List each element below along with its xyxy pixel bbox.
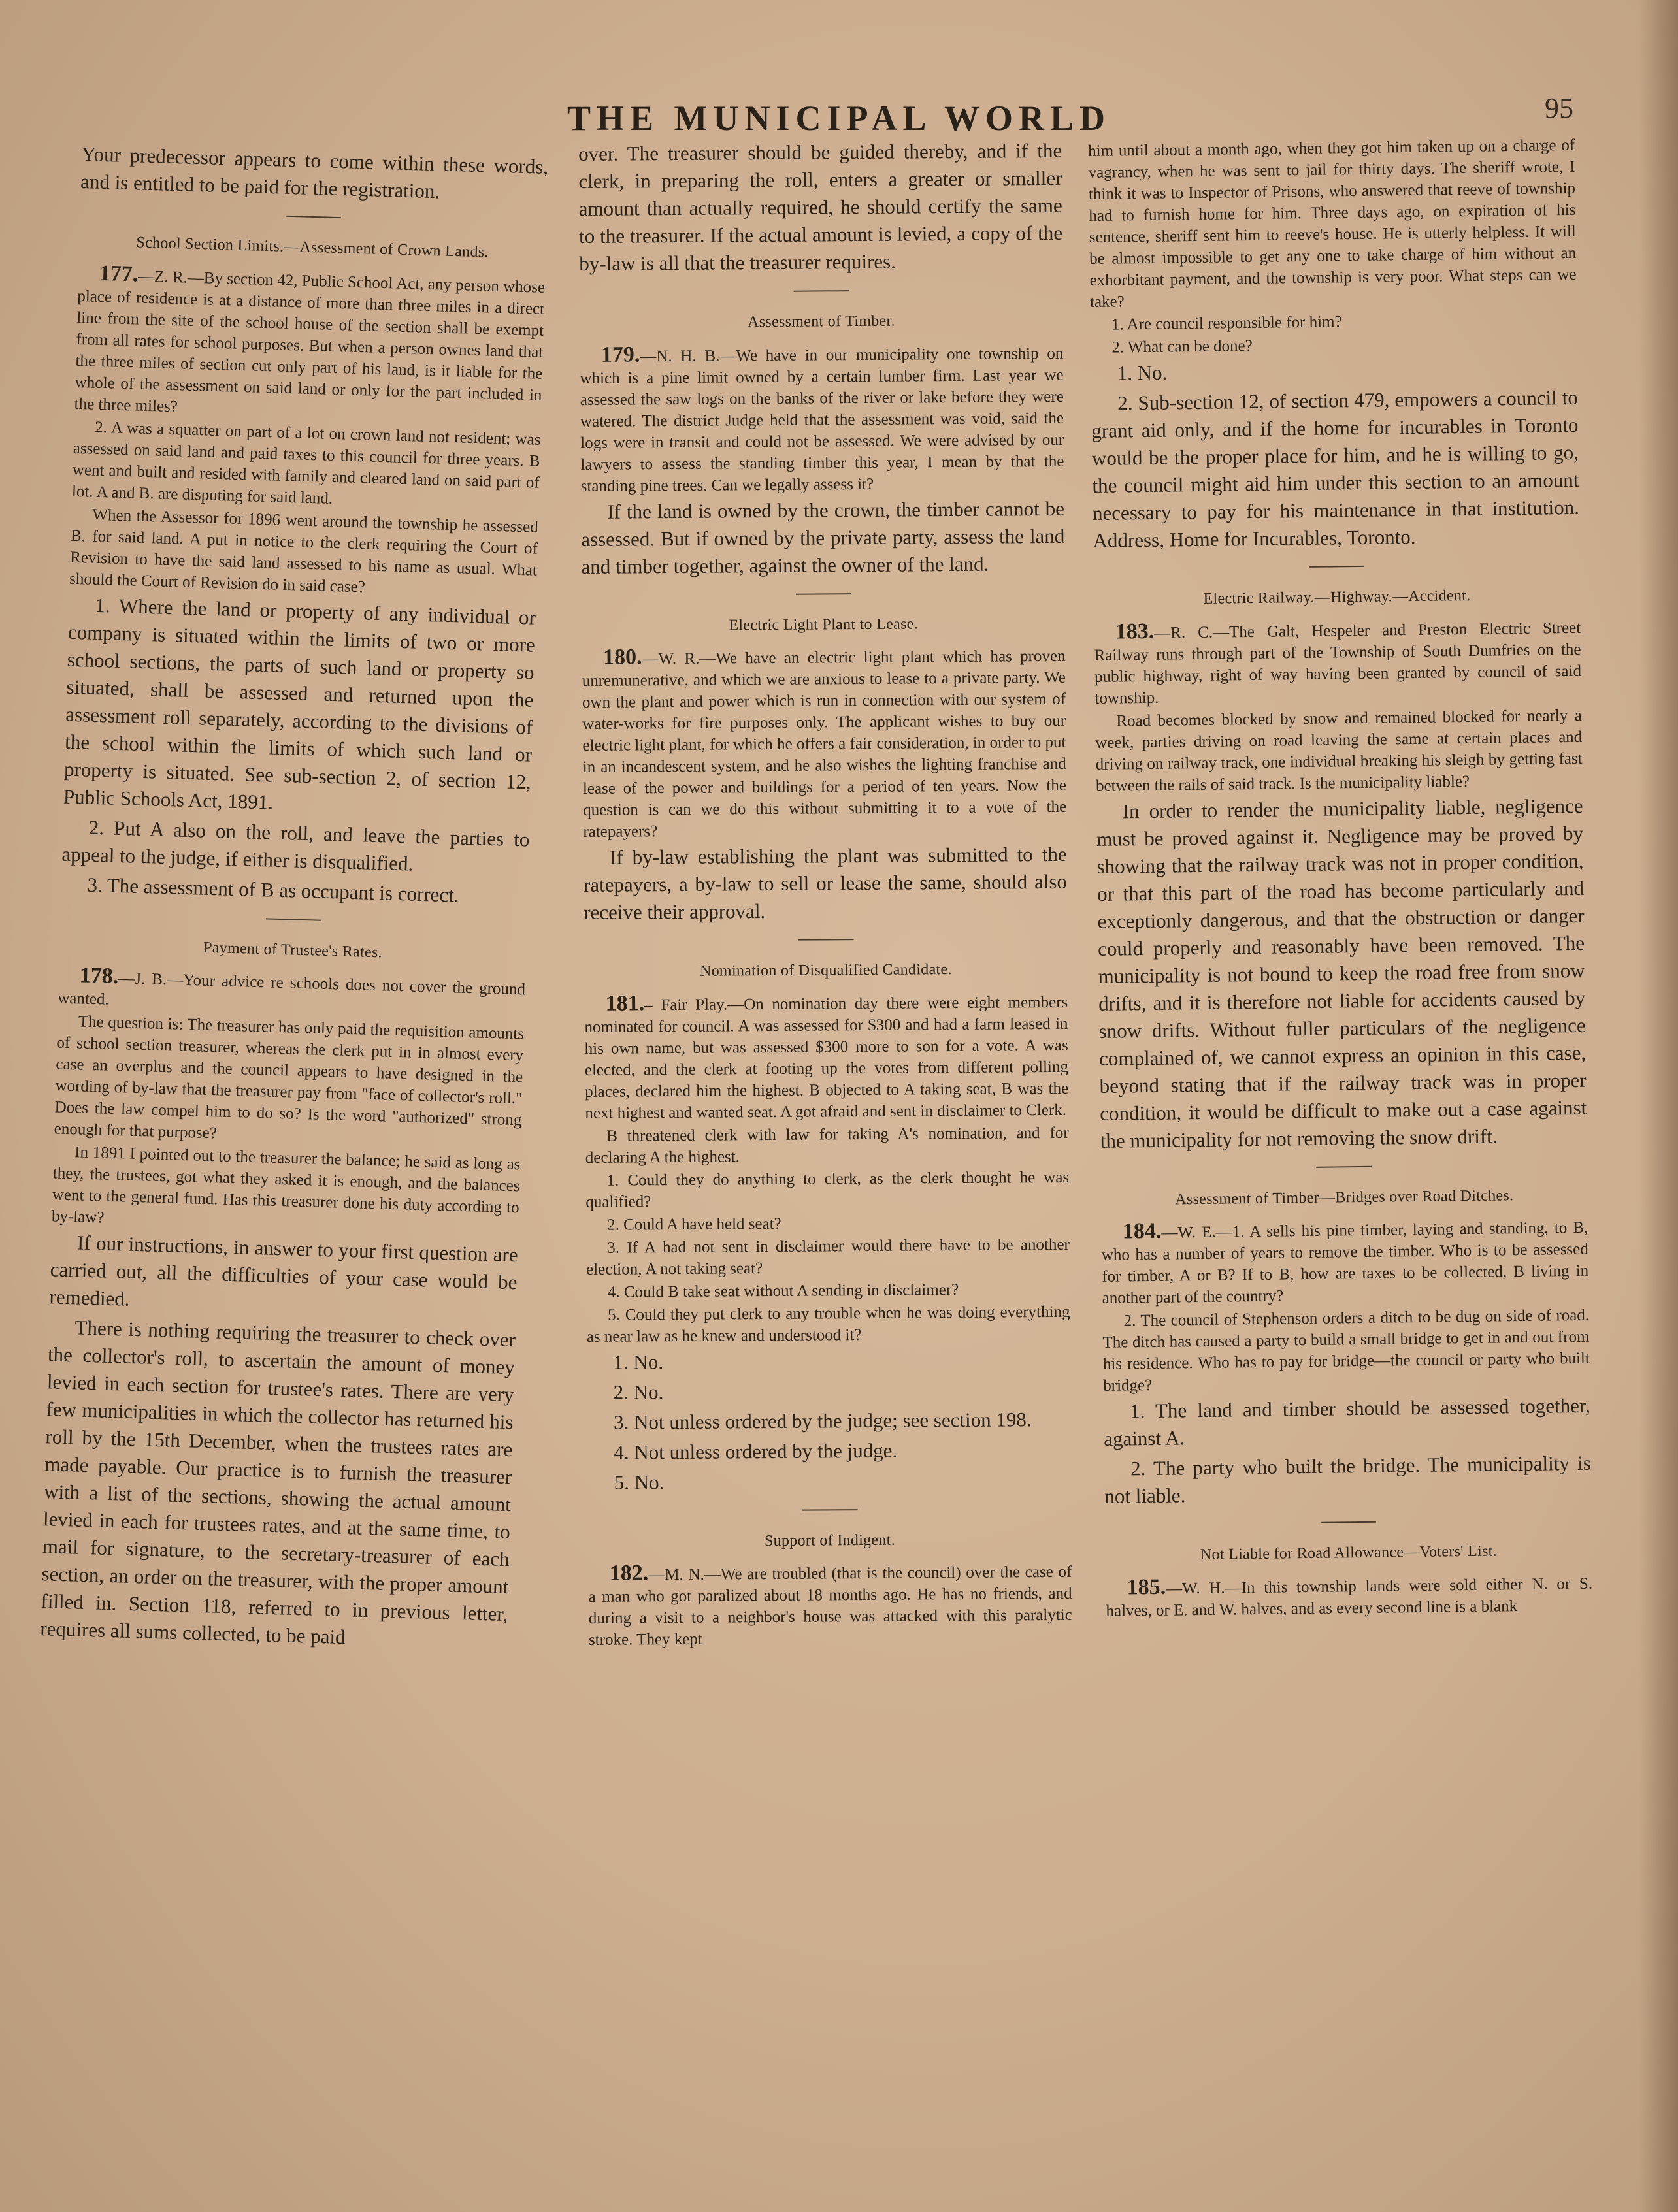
divider	[798, 939, 853, 941]
answer-text: 2. Put A also on the roll, and leave the parties to appeal to the judge, if either is disqualified.	[61, 815, 530, 875]
question-text: 5. Could they put clerk to any trouble when he was doing everything as near law as he knew and understood it?	[586, 1303, 1070, 1346]
page-number: 95	[1545, 92, 1573, 124]
question-text: – Fair Play.—On nomination day there were eight members nominated for council. A was assessed for $300 and had a farm leased in his own name, but was assessed $300 more to son for a vote. A was elected, and the clerk at footing up the votes from different polling places, declared him the highest. B objected to A taking seat, B was the next highest and wanted seat. A got afraid and sent in disclaimer to Clerk.	[584, 993, 1069, 1122]
divider	[286, 216, 341, 218]
question-text: When the Assessor for 1896 went around the township he assessed B. for said land. A put in notice to the clerk requiring the Court of Revision to have the said land assessed to his name as usual. What should the Court of Revision do in said case?	[69, 506, 539, 596]
answer-block	[1096, 792, 1587, 1154]
masthead-title: THE MUNICIPAL WORLD	[567, 99, 1111, 138]
answer-block	[581, 495, 1065, 580]
divider	[795, 593, 851, 595]
question-text: 4. Could B take seat without A sending in disclaimer?	[607, 1280, 959, 1301]
answer-text: 1. No.	[613, 1350, 664, 1374]
question-block	[1106, 1570, 1593, 1621]
section-heading: School Section Limits.—Assessment of Crown Lands.	[136, 234, 489, 261]
answer-block	[587, 1345, 1072, 1496]
answer-text: 2. Sub-section 12, of section 479, empowers a council to grant aid only, and if the home for incurables in Toronto would be the proper place for him, and he is willing to go, the council might aid him under this section to an amount necessary to pay for his maintenance in that institution. Address, Home for Incurables, Toronto.	[1091, 385, 1580, 552]
question-text: B threatened clerk with law for taking A's nomination, and for declaring A the highest.	[585, 1124, 1069, 1167]
answer-block	[40, 1228, 518, 1655]
answer-text: 5. No.	[614, 1470, 665, 1494]
answer-block	[1104, 1392, 1592, 1510]
question-block	[1101, 1215, 1590, 1397]
paragraph: over. The treasurer should be guided thereby, and if the clerk, in preparing the roll, enters a greater or smaller amount than actually required, he should certify the same to the treasurer. If the actual amount is levied, a copy of the by-law is all that the treasurer requires.	[578, 138, 1063, 275]
question-text: —W. R.—We have an electric light plant which has proven unremunerative, and which we are anxious to lease to a private party. We own the plant and power which is run in connection with our system of water-works for fire purposes only. The applicant wishes to buy our electric light plant, for which he offers a fair consideration, in order to put in an incandescent system, and he also wishes the lighting franchise and lease of the power and buildings for a period of ten years. Now the question is can we do this without submitting it to a vote of the ratepayers?	[582, 647, 1067, 841]
column-1	[40, 140, 549, 1658]
divider	[1321, 1521, 1376, 1523]
question-text: —R. C.—The Galt, Hespeler and Preston Electric Street Railway runs through part of the Township of South Dumfries on the public highway, right of way having been granted by council of said township.	[1094, 619, 1582, 708]
question-text: —M. N.—We are troubled (that is the council) over the case of a man who got paralized about 18 months ago. He has no friends, and during a visit to a neighbor's house was attacked with this paralytic stroke. They kept	[588, 1563, 1072, 1649]
answer-text: If our instructions, in answer to your first question are carried out, all the difficulties of your case would be remedied.	[49, 1231, 519, 1310]
divider	[1316, 1165, 1372, 1167]
question-text: Road becomes blocked by snow and remained blocked for nearly a week, parties driving on road leaving the same at certain places and driving on railway track, one individual breaking his sleigh by getting fast between the rails of said track. Is the municipality liable?	[1095, 706, 1583, 795]
section-heading: Support of Indigent.	[764, 1531, 896, 1550]
question-block	[584, 989, 1070, 1347]
question-text: him until about a month ago, when they got him taken up on a charge of vagrancy, when he was sent to jail for thirty days. The sheriff wrote, I think it was to Inspector of Prisons, who answered that reeve of township had to furnish home for him. Three days ago, on expiration of his sentence, sheriff sent him to reeve's house. He is utterly helpless. It will be almost impossible to get any one to take charge of him without an exhorbitant payment, and the township is very poor. What steps can we take?	[1088, 136, 1577, 311]
answer-text: 2. The party who built the bridge. The municipality is not liable.	[1104, 1451, 1592, 1508]
question-number: 177.	[99, 261, 139, 286]
section-heading: Electric Light Plant to Lease.	[729, 615, 919, 634]
question-number: 179.	[600, 342, 640, 367]
question-block	[588, 1559, 1072, 1651]
question-block	[582, 643, 1066, 843]
answer-text: 3. The assessment of B as occupant is correct.	[87, 873, 460, 907]
answer-text: 3. Not unless ordered by the judge; see section 198.	[613, 1407, 1032, 1434]
section-heading: Assessment of Timber—Bridges over Road Ditches.	[1175, 1186, 1514, 1208]
question-number: 183.	[1115, 619, 1155, 644]
divider	[793, 290, 849, 292]
section-heading: Nomination of Disqualified Candidate.	[699, 961, 952, 980]
answer-text: 1. Where the land or property of any individual or company is situated within the limits of two or more school sections, the parts of such land or property so situated, shall be assessed and returned upon the assessment roll separately, according to the divisions of the school within the limits of which such land or property is situated. See sub-section 2, of section 12, Public Schools Act, 1891.	[63, 593, 536, 814]
question-block	[69, 261, 546, 602]
answer-text: 1. No.	[1117, 361, 1168, 385]
question-block	[1088, 135, 1577, 359]
question-number: 180.	[602, 645, 642, 670]
question-text: 2. What can be done?	[1111, 336, 1253, 357]
question-text: —Z. R.—By section 42, Public School Act, any person whose place of residence is at a distance of more than three miles in a direct line from the site of the school house of the section shall be exempt from all rates for school purposes. But when a person ownes land that the three miles of section cut only part of his land, is it liable for the whole of the assessment on said land or only for the part included in the three miles?	[74, 267, 546, 415]
column-3	[1088, 135, 1593, 1623]
question-text: The question is: The treasurer has only paid the requisition amounts of school section treasurer, whereas the clerk put in in almost every case an overplus and the council appears to have designed in the wording of by-law that the treasurer pay from "face of collector's roll." Does the law compel him to do so? Is the word "authorized" strong enough for that purpose?	[54, 1013, 525, 1143]
question-number: 181.	[605, 990, 645, 1016]
answer-block	[1091, 354, 1580, 555]
answer-text: 4. Not unless ordered by the judge.	[614, 1439, 898, 1464]
question-number: 185.	[1127, 1574, 1166, 1599]
question-text: 3. If A had not sent in disclaimer would there have to be another election, A not taking seat?	[585, 1235, 1070, 1278]
question-number: 184.	[1122, 1218, 1162, 1244]
section-heading: Electric Railway.—Highway.—Accident.	[1203, 587, 1471, 608]
answer-text: 1. The land and timber should be assessed together, against A.	[1104, 1393, 1590, 1450]
question-block	[580, 340, 1064, 496]
paragraph: Your predecessor appears to come within these words, and is entitled to be paid for the registration.	[80, 142, 549, 203]
answer-text: If the land is owned by the crown, the timber cannot be assessed. But if owned by the private party, assess the land and timber together, against the owner of the land.	[581, 496, 1065, 578]
question-text: —J. B.—Your advice re schools does not cover the ground wanted.	[57, 969, 526, 1009]
answer-text: There is nothing requiring the treasurer to check over the collector's roll, to ascertain the amount of money levied in each section for trustee's rates. There are very few municipalities in which the collector has returned his roll by the 15th December, when the trustees rates are made payable. Our practice is to furnish the treasurer with a list of the sections, showing the actual amount levied in each for trustees rates, and at the same time, to mail for signature, to the secretary-treasurer of each section, an order on the treasurer, with the proper amount filled in. Section 118, referred to in previous letter, requires all sums collected, to be paid	[39, 1316, 516, 1649]
answer-block	[61, 591, 536, 911]
section-heading: Not Liable for Road Allowance—Voters' List.	[1200, 1542, 1498, 1564]
question-text: —N. H. B.—We have in our municipality one township on which is a pine limit owned by a certain lumber firm. Last year we assessed the saw logs on the banks of the river or lake before they were watered. The district Judge held that the assessment was void, said the logs were in transit and could not be assessed. We were advised by our lawyers to assess the standing timber this year, I mean by that the standing pine trees. Can we legally assess it?	[580, 344, 1064, 495]
question-number: 182.	[609, 1561, 649, 1586]
question-text: —W. H.—In this township lands were sold either N. or S. halves, or E. and W. halves, and as every second line is a blank	[1106, 1574, 1593, 1620]
divider	[802, 1509, 857, 1511]
question-text: 1. Are council responsible for him?	[1111, 313, 1342, 334]
question-text: In 1891 I pointed out to the treasurer the balance; he said as long as they, the trustees, got what they asked it is enough, and the balances went to the general fund. Has this treasurer done his duty according to by-law?	[51, 1143, 521, 1227]
question-text: 1. Could they do anything to clerk, as the clerk thought he was qualified?	[585, 1168, 1070, 1211]
question-number: 178.	[79, 963, 119, 989]
answer-text: If by-law establishing the plant was submitted to the ratepayers, a by-law to sell or lease the same, should also receive their approval.	[583, 842, 1068, 924]
question-text: 2. The council of Stephenson orders a ditch to be dug on side of road. The ditch has caused a party to build a small bridge to get in and out from his residence. Who has to pay for bridge—the council or party who built bridge?	[1102, 1306, 1590, 1395]
question-text: 2. A was a squatter on part of a lot on crown land not resident; was assessed on said land and paid taxes to this council for three years. B went and built and resided with family and cleared land on said part of lot. A and B. are disputing for said land.	[71, 418, 541, 508]
question-block	[1094, 615, 1583, 796]
question-text: 2. Could A have held seat?	[606, 1214, 781, 1234]
divider	[266, 918, 321, 920]
question-text: —W. E.—1. A sells his pine timber, laying and standing, to B, who has a number of years to remove the timber. Who is to be assessed for timber, A or B? If to B, how are taxes to be collected, B living in another part of the country?	[1101, 1218, 1589, 1307]
divider	[1309, 566, 1364, 568]
column-2	[578, 137, 1072, 1652]
answer-block	[584, 841, 1068, 926]
answer-text: 2. No.	[613, 1380, 664, 1404]
question-block	[52, 964, 526, 1241]
answer-text: In order to render the municipality liable, negligence must be proved against it. Negligence may be proved by showing that the railway track was not in proper condition, or that this part of the road has become particularly and exceptionly dangerous, and that the obstruction or danger could properly and reasonably have been removed. The municipality is not bound to keep the road free from snow drifts, and it is therefore not liable for accidents caused by snow drifts. Without fuller particulars of the negligence complained of, we cannot express an opinion in this case, beyond stating that if the railway track was in proper condition, it would be difficult to make out a case against the municipality for not removing the snow drift.	[1096, 794, 1587, 1152]
section-heading: Assessment of Timber.	[748, 312, 895, 331]
section-heading: Payment of Trustee's Rates.	[203, 939, 383, 961]
